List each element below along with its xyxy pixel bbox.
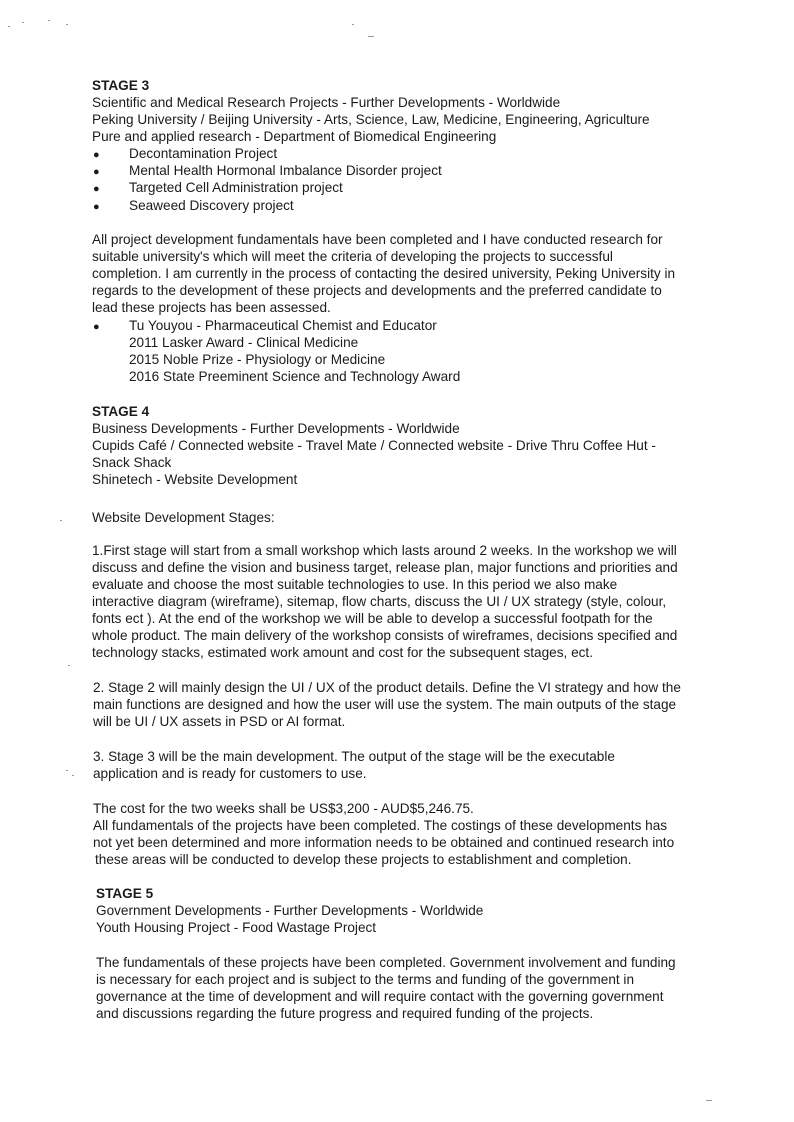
project-list-item: Mental Health Hormonal Imbalance Disorder project [129, 163, 442, 178]
stage-4-heading: STAGE 4 [92, 404, 150, 419]
scan-speck [60, 520, 62, 521]
stage-5-paragraph-line: The fundamentals of these projects have been completed. Government involvement and funding [96, 955, 676, 970]
step2-line: main functions are designed and how the user will use the system. The main outputs of the stage [93, 697, 677, 712]
step1-line: whole product. The main delivery of the workshop consists of wireframes, decisions specified and [92, 628, 678, 643]
scan-speck [72, 775, 74, 776]
step1-line: technology stacks, estimated work amount and cost for the subsequent stages, ect. [92, 645, 593, 660]
step1-line: 1.First stage will start from a small workshop which lasts around 2 weeks. In the workshop we will [92, 543, 677, 558]
scan-speck [368, 36, 374, 37]
bullet-icon: ● [93, 321, 100, 333]
step1-line: discuss and define the vision and business target, release plan, major functions and priorities and [92, 560, 678, 575]
scan-speck [66, 24, 68, 25]
step3-line: 3. Stage 3 will be the main development. The output of the stage will be the executable [93, 749, 615, 764]
cost-line: All fundamentals of the projects have been completed. The costings of these developments has [93, 818, 668, 833]
award-line: 2011 Lasker Award - Clinical Medicine [129, 335, 359, 350]
stage-5-paragraph-line: is necessary for each project and is subject to the terms and funding of the government in [96, 972, 635, 987]
stage-5-line: Youth Housing Project - Food Wastage Project [96, 920, 377, 935]
bullet-icon: ● [93, 166, 100, 178]
website-stages-title: Website Development Stages: [92, 510, 275, 525]
stage-3-line: Scientific and Medical Research Projects - Further Developments - Worldwide [92, 95, 561, 110]
scan-speck [22, 22, 24, 23]
stage-3-line: Pure and applied research - Department of Biomedical Engineering [92, 129, 497, 144]
paragraph-line: lead these projects has been assessed. [92, 300, 331, 315]
step3-line: application and is ready for customers to use. [93, 766, 367, 781]
paragraph-line: regards to the development of these projects and developments and the preferred candidate to [92, 283, 662, 298]
stage-4-line: Business Developments - Further Developments - Worldwide [92, 421, 460, 436]
cost-line: The cost for the two weeks shall be US$3,200 - AUD$5,246.75. [93, 801, 474, 816]
project-list-item: Targeted Cell Administration project [129, 180, 343, 195]
stage-5-paragraph-line: and discussions regarding the future progress and required funding of the projects. [96, 1006, 594, 1021]
project-list-item: Seaweed Discovery project [129, 198, 294, 213]
step2-line: will be UI / UX assets in PSD or AI format. [93, 714, 346, 729]
stage-5-line: Government Developments - Further Developments - Worldwide [96, 903, 484, 918]
stage-4-line: Cupids Café / Connected website - Travel Mate / Connected website - Drive Thru Coffee Hut - [92, 438, 656, 453]
scan-speck [8, 26, 10, 27]
scan-speck [68, 665, 70, 666]
paragraph-line: All project development fundamentals have been completed and I have conducted research for [92, 232, 663, 247]
bullet-icon: ● [93, 149, 100, 161]
cost-line: these areas will be conducted to develop these projects to establishment and completion. [95, 852, 632, 867]
stage-5-paragraph-line: governance at the time of development and will require contact with the governing government [96, 989, 664, 1004]
stage-4-line: Snack Shack [92, 455, 172, 470]
step1-line: interactive diagram (wireframe), sitemap, flow charts, discuss the UI / UX strategy (style, colour, [92, 594, 667, 609]
step1-line: evaluate and choose the most suitable technologies to use. In this period we also make [92, 577, 618, 592]
stage-3-heading: STAGE 3 [92, 78, 150, 93]
scan-speck [66, 770, 68, 771]
scan-speck [706, 1100, 712, 1101]
bullet-icon: ● [93, 183, 100, 195]
project-list-item: Decontamination Project [129, 146, 278, 161]
award-line: 2015 Noble Prize - Physiology or Medicine [129, 352, 386, 367]
stage-5-heading: STAGE 5 [96, 886, 154, 901]
scan-speck [48, 20, 50, 21]
candidate-name: Tu Youyou - Pharmaceutical Chemist and Educator [129, 318, 437, 333]
step2-line: 2. Stage 2 will mainly design the UI / UX of the product details. Define the VI strategy and how the [93, 680, 681, 695]
bullet-icon: ● [93, 201, 100, 213]
paragraph-line: suitable university's which will meet the criteria of developing the projects to successful [92, 249, 613, 264]
stage-3-line: Peking University / Beijing University - Arts, Science, Law, Medicine, Engineering, Agriculture [92, 112, 650, 127]
scan-speck [352, 24, 354, 25]
cost-line: not yet been determined and more information needs to be obtained and continued research into [93, 835, 675, 850]
paragraph-line: completion. I am currently in the process of contacting the desired university, Peking University in [92, 266, 676, 281]
award-line: 2016 State Preeminent Science and Technology Award [129, 369, 461, 384]
step1-line: fonts ect ). At the end of the workshop we will be able to develop a successful footpath for the [92, 611, 653, 626]
stage-4-line: Shinetech - Website Development [92, 472, 298, 487]
